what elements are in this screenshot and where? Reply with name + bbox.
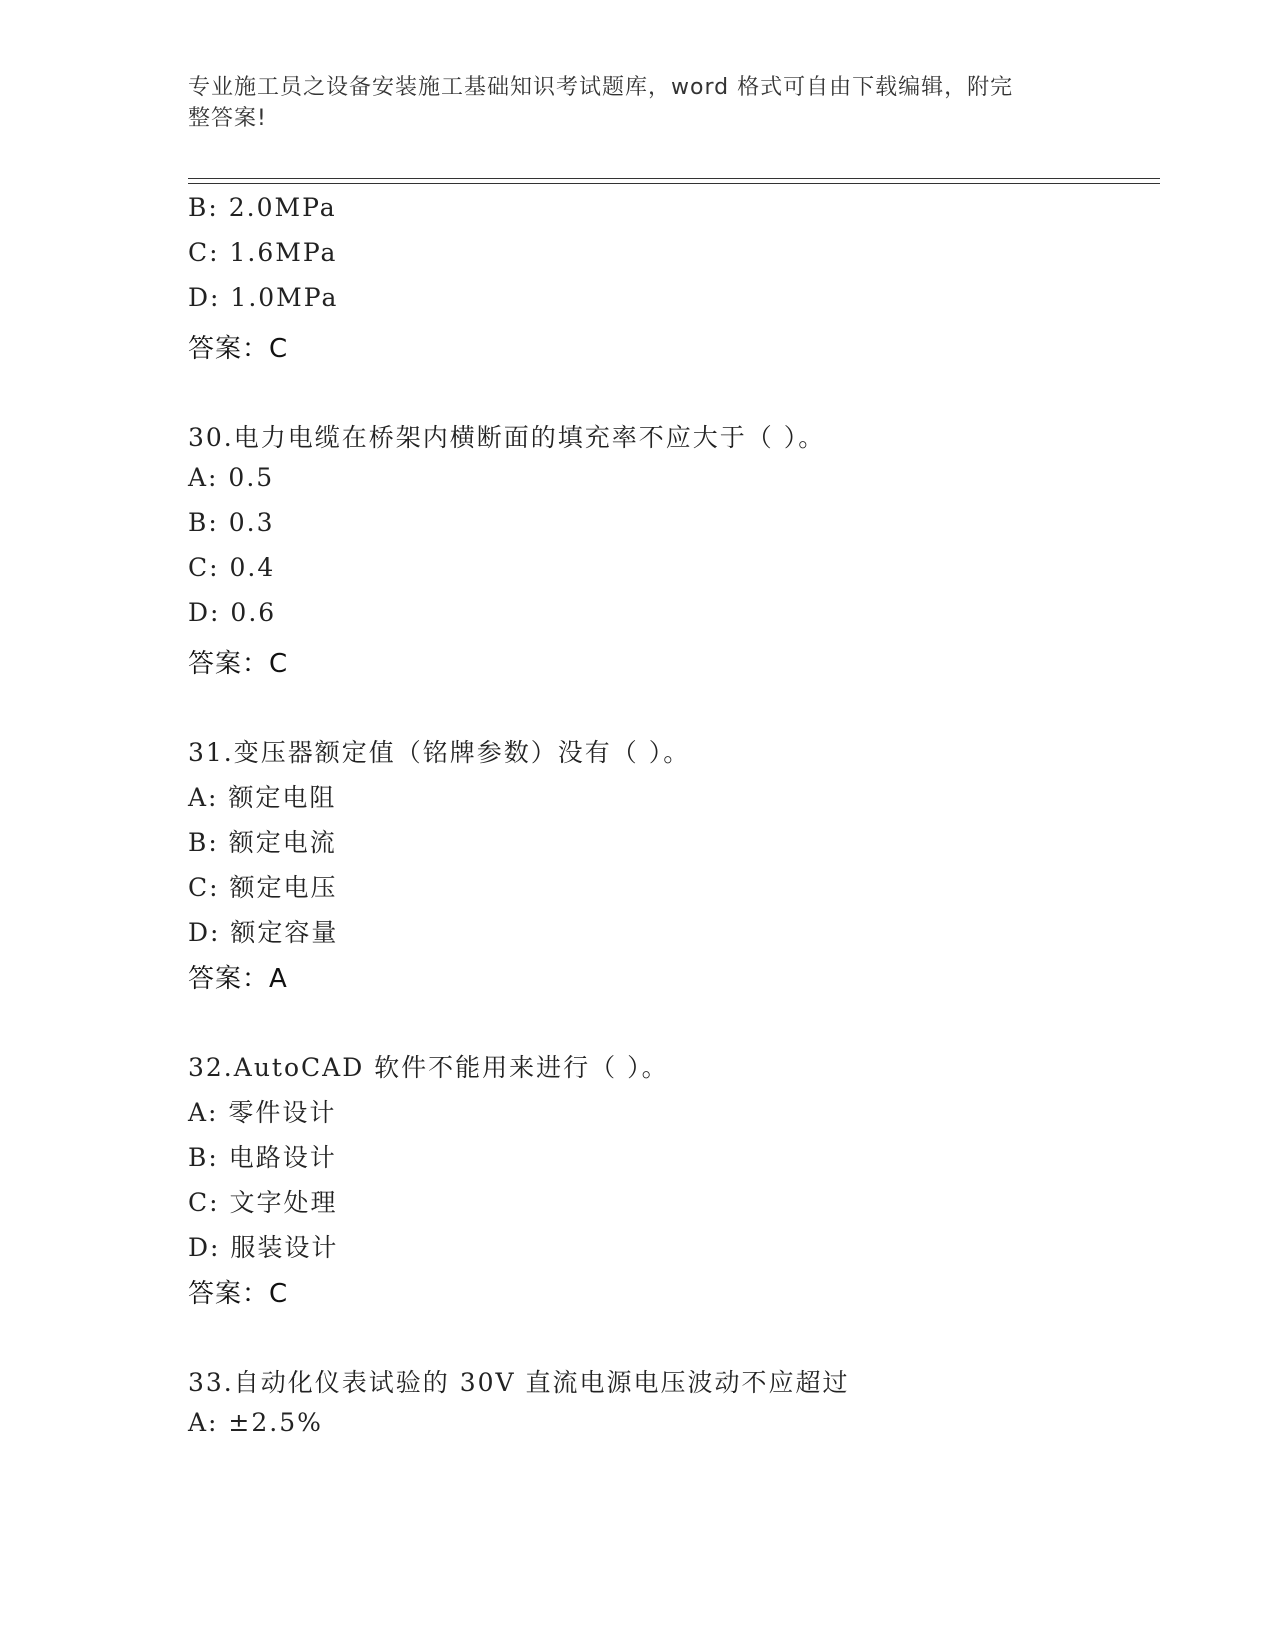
q29-option-d: D: 1.0MPa xyxy=(188,283,339,312)
q31-option-b: B: 额定电流 xyxy=(188,828,337,857)
q31-option-d: D: 额定容量 xyxy=(188,918,339,947)
q30-option-c: C: 0.4 xyxy=(188,553,276,582)
q29-option-c: C: 1.6MPa xyxy=(188,238,338,267)
q30-option-a: A: 0.5 xyxy=(188,463,275,492)
document-header xyxy=(188,72,1068,134)
q33-option-a: A: ±2.5% xyxy=(188,1408,323,1437)
q31-question: 31.变压器额定值（铭牌参数）没有（ ）。 xyxy=(188,738,691,767)
q32-question: 32.AutoCAD 软件不能用来进行（ ）。 xyxy=(188,1053,669,1082)
q29-option-b: B: 2.0MPa xyxy=(188,193,337,222)
q30-question: 30.电力电缆在桥架内横断面的填充率不应大于（ ）。 xyxy=(188,423,826,452)
q30-option-d: D: 0.6 xyxy=(188,598,277,627)
header-divider-bottom xyxy=(188,183,1160,184)
header-line-1: 专业施工员之设备安装施工基础知识考试题库，word 格式可自由下载编辑，附完 xyxy=(188,75,1014,100)
q32-option-c: C: 文字处理 xyxy=(188,1188,338,1217)
q31-option-a: A: 额定电阻 xyxy=(188,783,337,812)
q33-question: 33.自动化仪表试验的 30V 直流电源电压波动不应超过 xyxy=(188,1368,850,1397)
q29-answer: 答案：C xyxy=(188,334,289,364)
q31-answer: 答案：A xyxy=(188,964,288,994)
q32-option-d: D: 服装设计 xyxy=(188,1233,339,1262)
q32-option-b: B: 电路设计 xyxy=(188,1143,337,1172)
q32-option-a: A: 零件设计 xyxy=(188,1098,337,1127)
q31-option-c: C: 额定电压 xyxy=(188,873,338,902)
q30-option-b: B: 0.3 xyxy=(188,508,275,537)
q32-answer: 答案：C xyxy=(188,1279,289,1309)
header-divider-top xyxy=(188,178,1160,179)
q30-answer: 答案：C xyxy=(188,649,289,679)
header-line-2: 整答案! xyxy=(188,106,267,131)
